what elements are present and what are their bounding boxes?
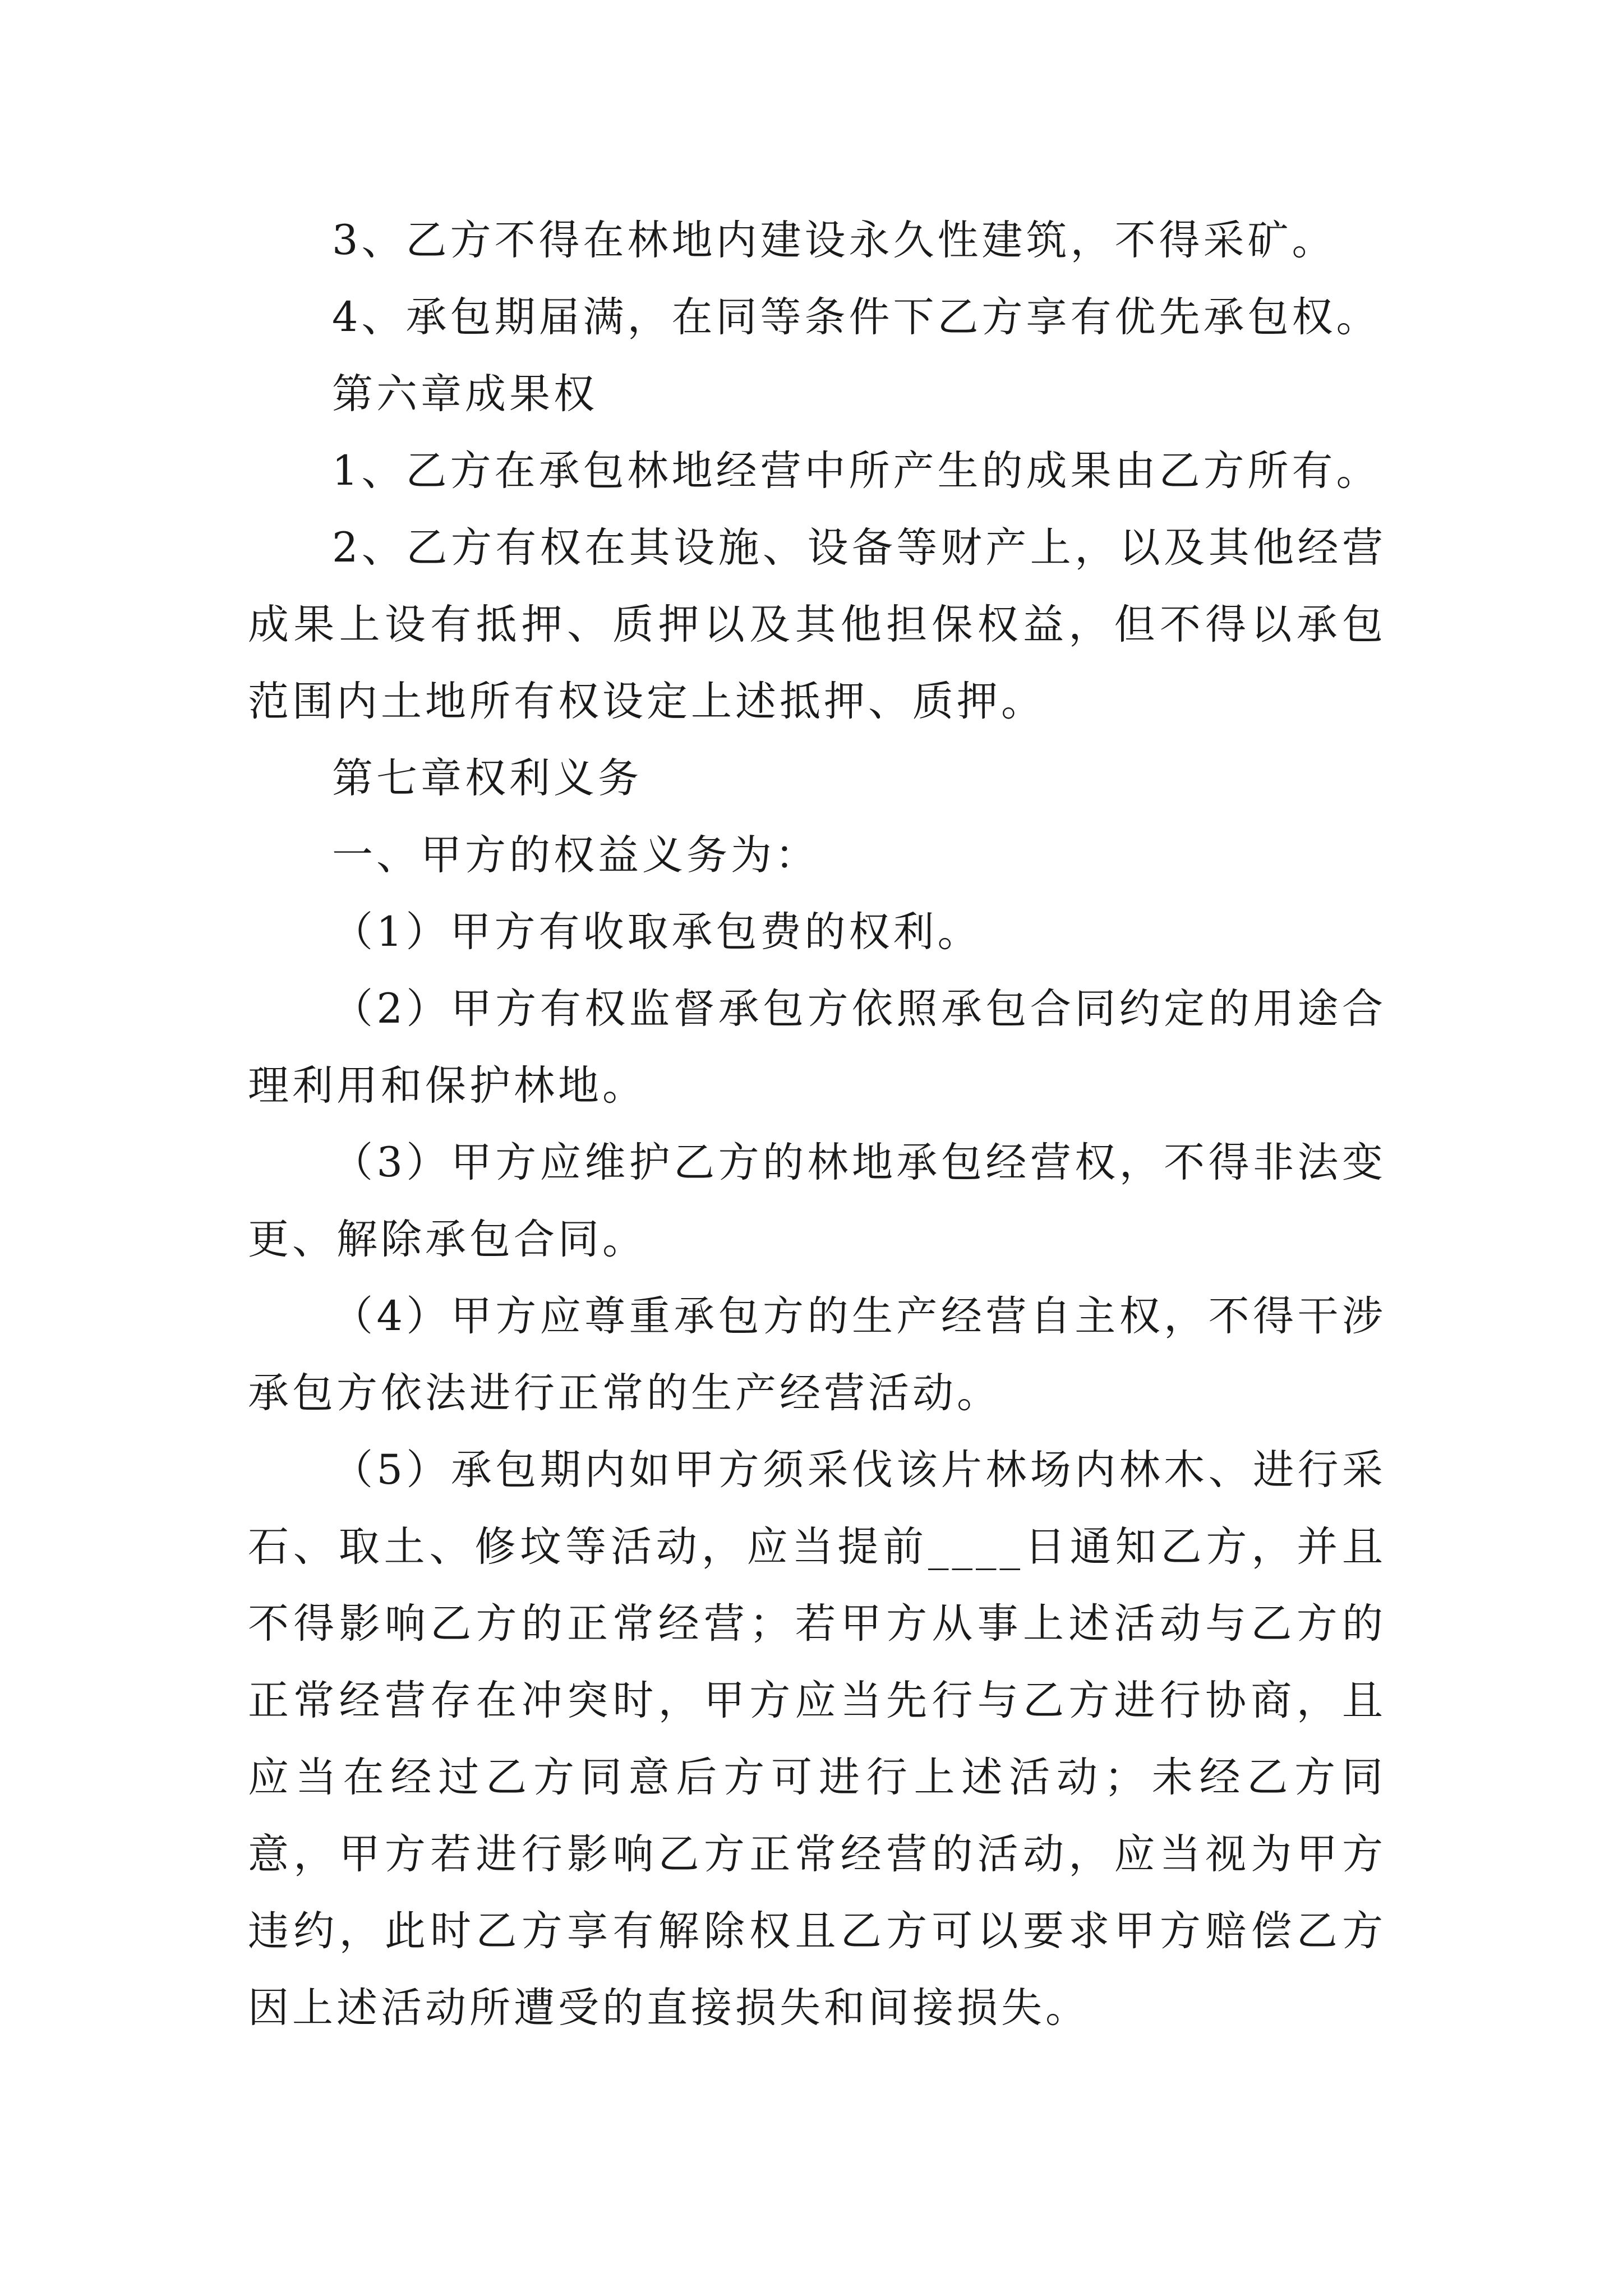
paragraph-results-2: 2、乙方有权在其设施、设备等财产上，以及其他经营成果上设有抵押、质押以及其他担保权益，但不得以承包范围内土地所有权设定上述抵押、质押。 [248, 524, 1386, 725]
party-a-item-2: （2）甲方有权监督承包方依照承包合同约定的用途合理利用和保护林地。 [248, 985, 1386, 1110]
chapter-6-heading: 第六章成果权 [332, 370, 598, 418]
party-a-item-4: （4）甲方应尊重承包方的生产经营自主权，不得干涉承包方依法进行正常的生产经营活动。 [248, 1292, 1386, 1417]
party-a-item-1: （1）甲方有收取承包费的权利。 [332, 908, 982, 956]
paragraph-clause-3: 3、乙方不得在林地内建设永久性建筑，不得采矿。 [332, 217, 1336, 264]
chapter-7-heading: 第七章权利义务 [332, 754, 642, 802]
party-a-item-3: （3）甲方应维护乙方的林地承包经营权，不得非法变更、解除承包合同。 [248, 1139, 1386, 1263]
party-a-rights-heading: 一、甲方的权益义务为： [332, 831, 819, 879]
paragraph-results-1: 1、乙方在承包林地经营中所产生的成果由乙方所有。 [332, 447, 1381, 495]
document-body [248, 202, 1386, 2046]
party-a-item-5: （5）承包期内如甲方须采伐该片林场内林木、进行采石、取土、修坟等活动，应当提前____日通知乙方，并且不得影响乙方的正常经营；若甲方从事上述活动与乙方的正常经营存在冲突时，甲方应当先行与乙方进行协商，且应当在经过乙方同意后方可进行上述活动；未经乙方同意，甲方若进行影响乙方正常经营的活动，应当视为甲方违约，此时乙方享有解除权且乙方可以要求甲方赔偿乙方因上述活动所遭受的直接损失和间接损失。 [248, 1446, 1386, 2032]
paragraph-clause-4: 4、承包期届满，在同等条件下乙方享有优先承包权。 [332, 293, 1381, 341]
